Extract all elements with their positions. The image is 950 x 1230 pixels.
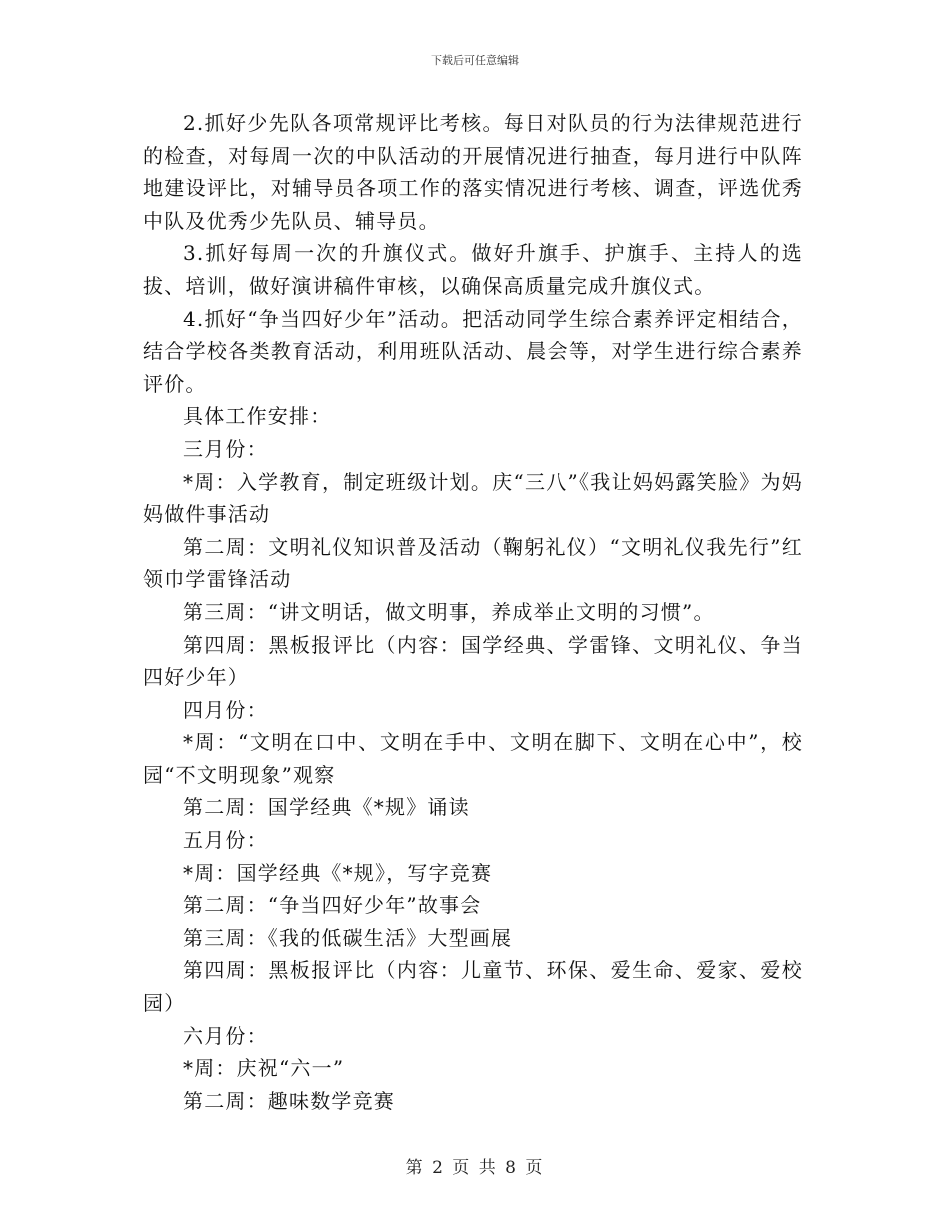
paragraph: 4.抓好“争当四好少年”活动。把活动同学生综合素养评定相结合，结合学校各类教育活动，利用班队活动、晨会等，对学生进行综合素养评价。 bbox=[143, 306, 803, 396]
month-heading: 六月份： bbox=[183, 1023, 268, 1048]
week-item: 第四周：黑板报评比（内容：国学经典、学雷锋、文明礼仪、争当四好少年） bbox=[143, 632, 803, 690]
week-item: 第二周：文明礼仪知识普及活动（鞠躬礼仪）“文明礼仪我先行”红领巾学雷锋活动 bbox=[143, 534, 803, 592]
week-item: 第二周：“争当四好少年”故事会 bbox=[183, 893, 482, 918]
week-item: 第三周：“讲文明话，做文明事，养成举止文明的习惯”。 bbox=[183, 599, 715, 624]
week-item: *周：庆祝“六一” bbox=[183, 1056, 345, 1081]
week-item: 第三周：《我的低碳生活》大型画展 bbox=[183, 925, 513, 950]
week-item: *周：入学教育，制定班级计划。庆“三八”《我让妈妈露笑脸》为妈妈做件事活动 bbox=[143, 469, 803, 527]
week-item: 第二周：国学经典《*规》诵读 bbox=[183, 795, 470, 820]
page-header: 下载后可任意编辑 bbox=[431, 54, 519, 67]
month-heading: 三月份： bbox=[183, 436, 268, 461]
paragraph: 具体工作安排： bbox=[183, 404, 332, 429]
week-item: 第四周：黑板报评比（内容：儿童节、环保、爱生命、爱家、爱校园） bbox=[143, 958, 803, 1016]
week-item: 第二周：趣味数学竞赛 bbox=[183, 1088, 395, 1113]
week-item: *周：“文明在口中、文明在手中、文明在脚下、文明在心中”，校园“不文明现象”观察 bbox=[143, 730, 803, 787]
paragraph: 3.抓好每周一次的升旗仪式。做好升旗手、护旗手、主持人的选拔、培训，做好演讲稿件审核，以确保高质量完成升旗仪式。 bbox=[143, 241, 803, 298]
paragraph: 2.抓好少先队各项常规评比考核。每日对队员的行为法律规范进行的检查，对每周一次的中队活动的开展情况进行抽查，每月进行中队阵地建设评比，对辅导员各项工作的落实情况进行考核、调查，评选优秀中队及优秀少先队员、辅导员。 bbox=[143, 111, 803, 233]
page-number: 第 2 页 共 8 页 bbox=[405, 1158, 545, 1178]
week-item: *周：国学经典《*规》，写字竞赛 bbox=[183, 860, 493, 885]
document-body bbox=[143, 107, 803, 1117]
month-heading: 四月份： bbox=[183, 697, 268, 722]
month-heading: 五月份： bbox=[183, 828, 268, 853]
